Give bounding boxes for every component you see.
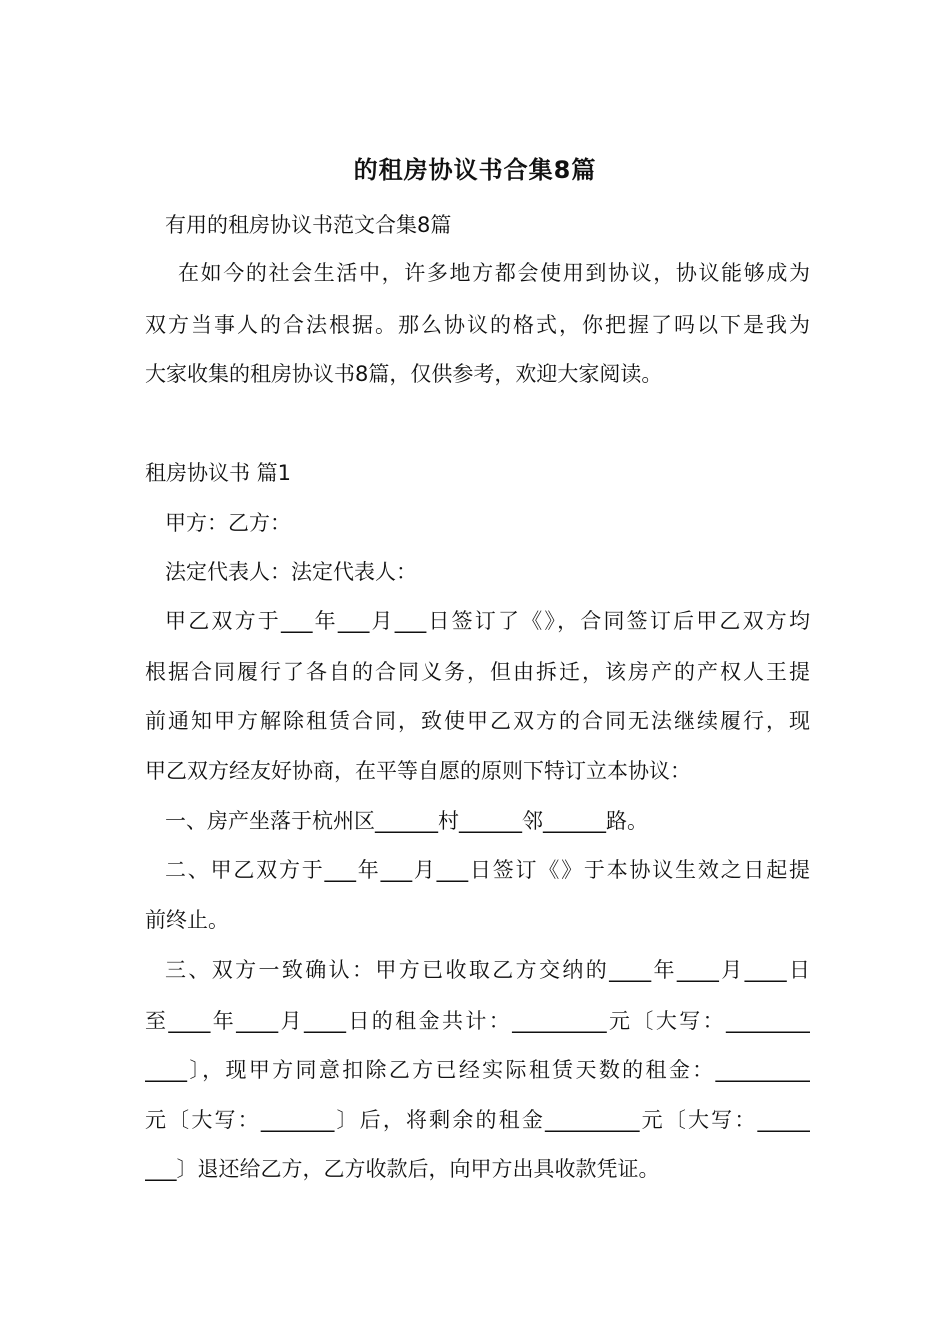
body-line-1: 甲乙双方于___年___月___日签订了《》，合同签订后甲乙双方均: [165, 609, 810, 633]
body-line-4: 甲乙双方经友好协商，在平等自愿的原则下特订立本协议：: [145, 759, 691, 783]
intro-line-1: 在如今的社会生活中，许多地方都会使用到协议，协议能够成为: [178, 261, 810, 285]
body-line-7: 前终止。: [145, 908, 229, 932]
document-title: 的租房协议书合集8篇: [353, 156, 597, 184]
body-line-10: ____〕，现甲方同意扣除乙方已经实际租赁天数的租金：_________: [145, 1058, 810, 1082]
body-line-8: 三、双方一致确认：甲方已收取乙方交纳的____年____月____日: [165, 958, 810, 982]
body-line-9: 至____年____月____日的租金共计：_________元〔大写：________: [145, 1009, 810, 1033]
section-heading: 租房协议书 篇1: [145, 461, 292, 485]
body-line-12: ___〕退还给乙方，乙方收款后，向甲方出具收款凭证。: [145, 1157, 660, 1181]
intro-line-3: 大家收集的租房协议书8篇，仅供参考，欢迎大家阅读。: [145, 362, 663, 386]
document-subtitle: 有用的租房协议书范文合集8篇: [165, 213, 452, 237]
body-line-6: 二、甲乙双方于___年___月___日签订《》于本协议生效之日起提: [165, 858, 810, 882]
parties-line: 甲方：乙方：: [165, 511, 291, 535]
intro-line-2: 双方当事人的合法根据。那么协议的格式，你把握了吗以下是我为: [145, 313, 810, 337]
body-line-5: 一、房产坐落于杭州区______村______邻______路。: [165, 809, 648, 833]
representatives-line: 法定代表人：法定代表人：: [165, 560, 417, 584]
body-line-2: 根据合同履行了各自的合同义务，但由拆迁，该房产的产权人王提: [145, 660, 810, 684]
body-line-11: 元〔大写：_______〕后，将剩余的租金_________元〔大写：_____: [145, 1108, 810, 1132]
body-line-3: 前通知甲方解除租赁合同，致使甲乙双方的合同无法继续履行，现: [145, 709, 810, 733]
